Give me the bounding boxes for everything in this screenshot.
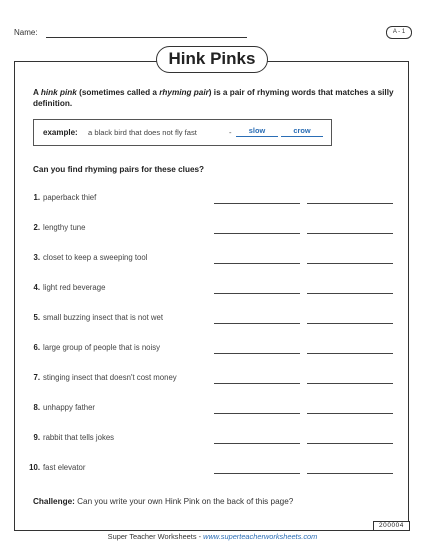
- clue-text: rabbit that tells jokes: [43, 433, 115, 442]
- clue-text: stinging insect that doesn't cost money: [43, 373, 177, 382]
- name-blank-line[interactable]: [46, 37, 247, 38]
- clue-number: 6.: [33, 343, 40, 352]
- answer-blank-2[interactable]: [307, 293, 393, 294]
- clue-text: closet to keep a sweeping tool: [43, 253, 148, 262]
- answer-blank-2[interactable]: [307, 263, 393, 264]
- clue-text: large group of people that is noisy: [43, 343, 161, 352]
- answer-blank-2[interactable]: [307, 233, 393, 234]
- clue-number: 7.: [33, 373, 40, 382]
- clue-item: [24, 313, 214, 322]
- answer-blank-2[interactable]: [307, 473, 393, 474]
- clue-text: lengthy tune: [43, 223, 86, 232]
- intro-paragraph: A hink pink (sometimes called a rhyming pair) is a pair of rhyming words that matches a silly definition.: [33, 88, 394, 108]
- clue-item: [24, 463, 214, 472]
- clue-text: unhappy father: [43, 403, 96, 412]
- footer: Super Teacher Worksheets - www.superteacherworksheets.com: [107, 532, 318, 541]
- example-clue: a black bird that does not fly fast: [88, 128, 197, 137]
- term-rhyming-pair: rhyming pair: [159, 88, 209, 97]
- answer-blank-1[interactable]: [214, 323, 300, 324]
- clue-item: [24, 343, 214, 352]
- answer-blank-2[interactable]: [307, 323, 393, 324]
- clue-item: [24, 373, 214, 382]
- answer-blank-1[interactable]: [214, 293, 300, 294]
- clue-text: light red beverage: [43, 283, 106, 292]
- answer-blank-2[interactable]: [307, 353, 393, 354]
- example-label: example:: [43, 128, 78, 137]
- answer-blank-1[interactable]: [214, 413, 300, 414]
- answer-blank-1[interactable]: [214, 203, 300, 204]
- clue-item: [24, 223, 214, 232]
- answer-blank-1[interactable]: [214, 263, 300, 264]
- answer-blank-2[interactable]: [307, 383, 393, 384]
- clue-number: 10.: [29, 463, 40, 472]
- clue-text: fast elevator: [43, 463, 86, 472]
- answer-blank-2[interactable]: [307, 203, 393, 204]
- challenge-text: Challenge: Can you write your own Hink Pink on the back of this page?: [33, 497, 294, 506]
- clue-text: small buzzing insect that is not wet: [43, 313, 164, 322]
- answer-blank-2[interactable]: [307, 413, 393, 414]
- clue-item: [24, 433, 214, 442]
- answer-blank-1[interactable]: [214, 473, 300, 474]
- clue-item: [24, 403, 214, 412]
- clue-number: 5.: [33, 313, 40, 322]
- answer-blank-1[interactable]: [214, 233, 300, 234]
- name-label: Name:: [14, 28, 38, 37]
- clue-number: 2.: [33, 223, 40, 232]
- clue-number: 8.: [33, 403, 40, 412]
- clue-item: [24, 283, 214, 292]
- clue-number: 4.: [33, 283, 40, 292]
- term-hink-pink: hink pink: [40, 88, 77, 97]
- page-title: Hink Pinks: [156, 46, 268, 73]
- example-answer-1: slow: [236, 126, 278, 137]
- footer-brand: Super Teacher Worksheets: [107, 532, 197, 541]
- worksheet-code-badge: A - 1: [386, 26, 412, 39]
- question-heading: Can you find rhyming pairs for these clues?: [33, 165, 205, 174]
- clue-text: paperback thief: [43, 193, 97, 202]
- worksheet-id: 200004: [373, 521, 410, 531]
- footer-url[interactable]: www.superteacherworksheets.com: [203, 532, 318, 541]
- answer-blank-2[interactable]: [307, 443, 393, 444]
- clue-item: [24, 253, 214, 262]
- clue-number: 1.: [33, 193, 40, 202]
- example-dash: -: [229, 128, 232, 137]
- clue-item: [24, 193, 214, 202]
- clue-number: 9.: [33, 433, 40, 442]
- answer-blank-1[interactable]: [214, 383, 300, 384]
- answer-blank-1[interactable]: [214, 443, 300, 444]
- answer-blank-1[interactable]: [214, 353, 300, 354]
- clue-number: 3.: [33, 253, 40, 262]
- example-answer-2: crow: [281, 126, 323, 137]
